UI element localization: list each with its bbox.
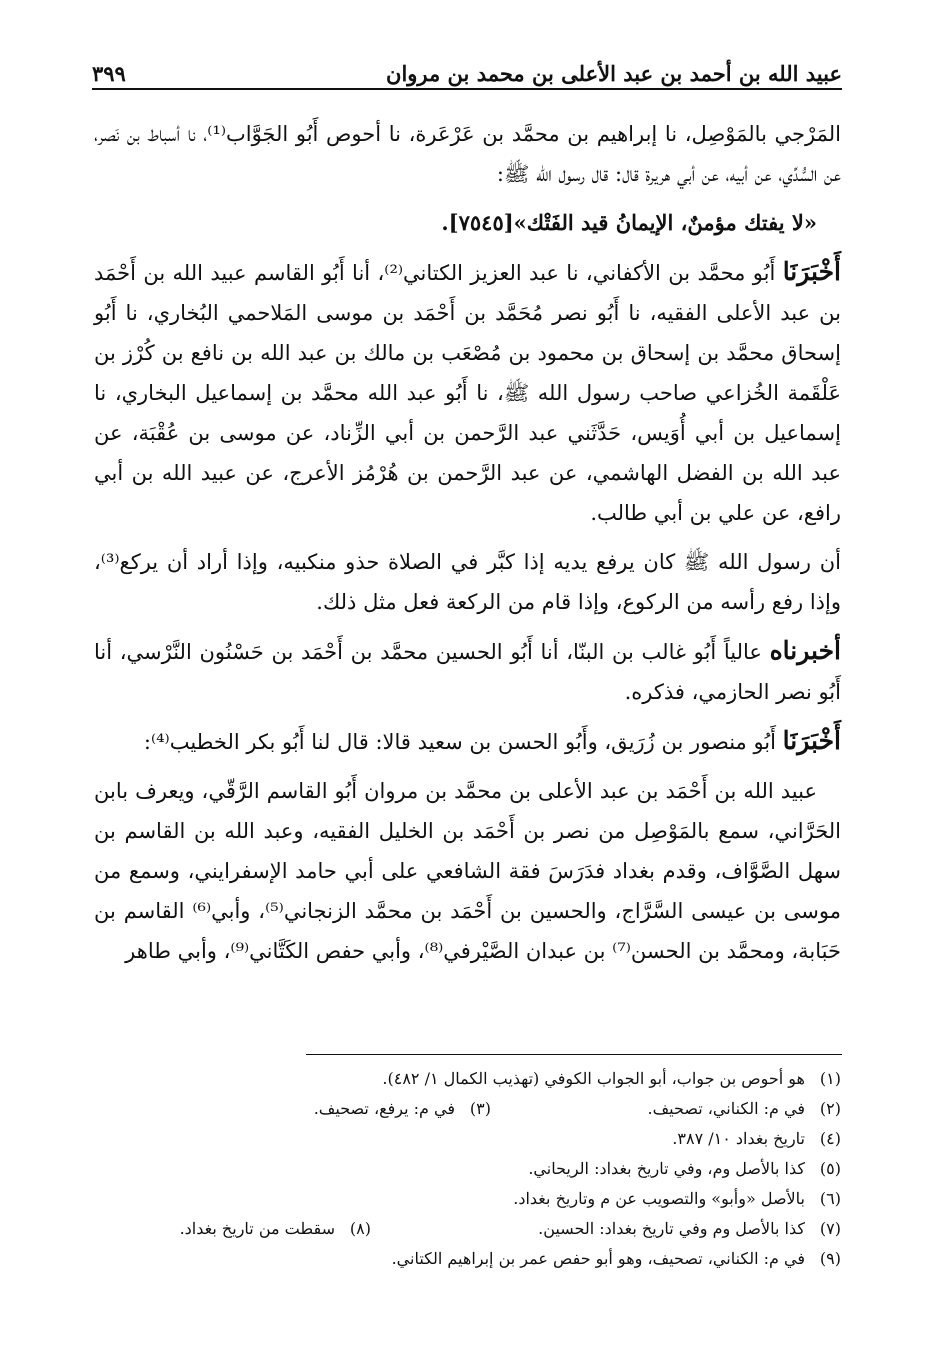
paragraph-text: أَبُو محمَّد بن الأكفاني، نا عبد العزيز الكتاني⁽²⁾، أنا أَبُو القاسم عبيد الله بن أَحْمَد بن عبد الأعلى الفقيه، نا أَبُو نصر مُحَمَّد بن أَحْمَد بن موسى المَلاحمي البُخاري، نا أَبُو إسحاق محمَّد بن إسحاق بن محمود بن مُصْعَب بن مالك بن عبد الله بن نافع بن كُرْز بن عَلْقَمة الخُزاعي صاحب رسول الله ﷺ، نا أَبُو عبد الله محمَّد بن إسماعيل البخاري، نا إسماعيل بن أبي أُوَيس، حَدَّثَني عبد الرَّحمن بن أبي الزِّناد، عن موسى بن عُقْبَة، عن عبد الله بن الفضل الهاشمي، عن عبد الرَّحمن بن هُرْمُز الأعرج، عن عبيد الله بن أبي رافع، عن علي بن أبي طالب.: [94, 261, 841, 525]
footnote-text: كذا بالأصل وم، وفي تاريخ بغداد: الريحاني.: [528, 1159, 805, 1178]
footnote-text: في م: الكناني، تصحيف، وهو أبو حفص عمر بن إبراهيم الكتاني.: [391, 1249, 805, 1268]
footnote-number: (٥): [819, 1159, 841, 1178]
paragraph-text: أن رسول الله ﷺ كان يرفع يديه إذا كبَّر في الصلاة حذو منكبيه، وإذا أراد أن يركع⁽³⁾، وإذا رفع رأسه من الركوع، وإذا قام من الركعة فعل مثل ذلك.: [94, 550, 841, 614]
footnote-row: [94, 1154, 841, 1184]
footnote-number: (٣): [469, 1099, 491, 1118]
paragraph-isnad-4: [94, 721, 841, 762]
hadith-text: [94, 203, 841, 243]
page-header: [92, 52, 842, 86]
footnote-3: [314, 1094, 491, 1124]
footnote-number: (٨): [349, 1219, 371, 1238]
footnote-2: [491, 1094, 841, 1124]
footnote-number: (٧): [819, 1219, 841, 1238]
footnote-row: [94, 1064, 841, 1094]
footnote-9: [392, 1244, 841, 1274]
footnote-1: [382, 1064, 841, 1094]
footnotes: [94, 1064, 841, 1274]
paragraph-isnad-2: [94, 252, 841, 533]
footnote-7: [371, 1214, 841, 1244]
footnote-number: (٤): [819, 1129, 841, 1148]
paragraph-isnad-1: [94, 114, 841, 194]
footnote-number: (٦): [819, 1189, 841, 1208]
paragraph-text: عبيد الله بن أَحْمَد بن عبد الأعلى بن محمَّد بن مروان أَبُو القاسم الرَّقّي، ويعرف بابن الحَرَّاني، سمع بالمَوْصِل من نصر بن أَحْمَد بن الخليل الفقيه، وعبد الله بن القاسم بن سهل الصَّوَّاف، وقدم بغداد فدَرَسَ فقة الشافعي على أبي حامد الإسفرايني، وسمع من موسى بن عيسى السَّرَّاج، والحسين بن أَحْمَد بن محمَّد الزنجاني⁽⁵⁾، وأبي⁽⁶⁾ القاسم بن حَبَابة، ومحمَّد بن الحسن⁽⁷⁾ بن عبدان الصَّيْرفي⁽⁸⁾، وأبي حفص الكَتَّاني⁽⁹⁾، وأبي طاهر: [94, 779, 841, 963]
paragraph-lead: أخبرناه: [769, 636, 841, 665]
footnote-row: [94, 1124, 841, 1154]
running-title: عبيد الله بن أحمد بن عبد الأعلى بن محمد بن مروان: [386, 61, 842, 86]
footnote-4: [672, 1124, 841, 1154]
main-text: [94, 114, 841, 980]
footnote-text: في م: يرفع، تصحيف.: [313, 1099, 455, 1118]
footnote-number: (١): [819, 1069, 841, 1088]
footnote-row: [94, 1094, 841, 1124]
footnote-row: [94, 1184, 841, 1214]
footnote-row: [94, 1214, 841, 1244]
footnote-number: (٢): [819, 1099, 841, 1118]
paragraph-matn: [94, 542, 841, 622]
footnote-text: سقطت من تاريخ بغداد.: [179, 1219, 335, 1238]
footnote-text: تاريخ بغداد ١٠/ ٣٨٧.: [672, 1129, 805, 1148]
paragraph-text: عالياً أَبُو غالب بن البنّا، أنا أَبُو الحسين محمَّد بن أَحْمَد بن حَسْنُون النَّرْسي، أنا أَبُو نصر الحازمي، فذكره.: [94, 640, 841, 704]
footnote-8: [180, 1214, 371, 1244]
paragraph-text: «لا يفتك مؤمنٌ، الإيمانُ قيد الفَتْك»[٧٥٤٥].: [441, 210, 817, 235]
footnote-6: [513, 1184, 841, 1214]
paragraph-biography: [94, 771, 841, 971]
footnote-text: في م: الكناني، تصحيف.: [647, 1099, 805, 1118]
footnote-text: هو أحوص بن جواب، أبو الجواب الكوفي (تهذيب الكمال ١/ ٤٨٢).: [382, 1069, 805, 1088]
header-rule: [92, 88, 842, 90]
paragraph-text: المَرْجي بالمَوْصِل، نا إبراهيم بن محمَّد بن عَرْعَرة، نا أحوص أَبُو الجَوَّاب⁽¹⁾، نا أسباط بن نَصر، عن السُّدِّي، عن أبيه، عن أبي هريرة قال: قال رسول الله ﷺ:: [94, 122, 841, 186]
footnote-text: بالأصل «وأبو» والتصويب عن م وتاريخ بغداد.: [513, 1189, 805, 1208]
paragraph-lead: أَخْبَرَنَا: [782, 726, 841, 755]
paragraph-text: أَبُو منصور بن زُرَيق، وأَبُو الحسن بن سعيد قالا: قال لنا أَبُو بكر الخطيب⁽⁴⁾:: [143, 730, 783, 754]
footnote-text: كذا بالأصل وم وفي تاريخ بغداد: الحسين.: [538, 1219, 805, 1238]
footnote-row: [94, 1244, 841, 1274]
page-number: ٣٩٩: [92, 61, 126, 86]
paragraph-lead: أَخْبَرَنَا: [782, 257, 842, 286]
footnote-number: (٩): [819, 1249, 841, 1268]
paragraph-isnad-3: [94, 631, 841, 712]
footnote-rule: [306, 1054, 842, 1055]
footnote-5: [528, 1154, 841, 1184]
